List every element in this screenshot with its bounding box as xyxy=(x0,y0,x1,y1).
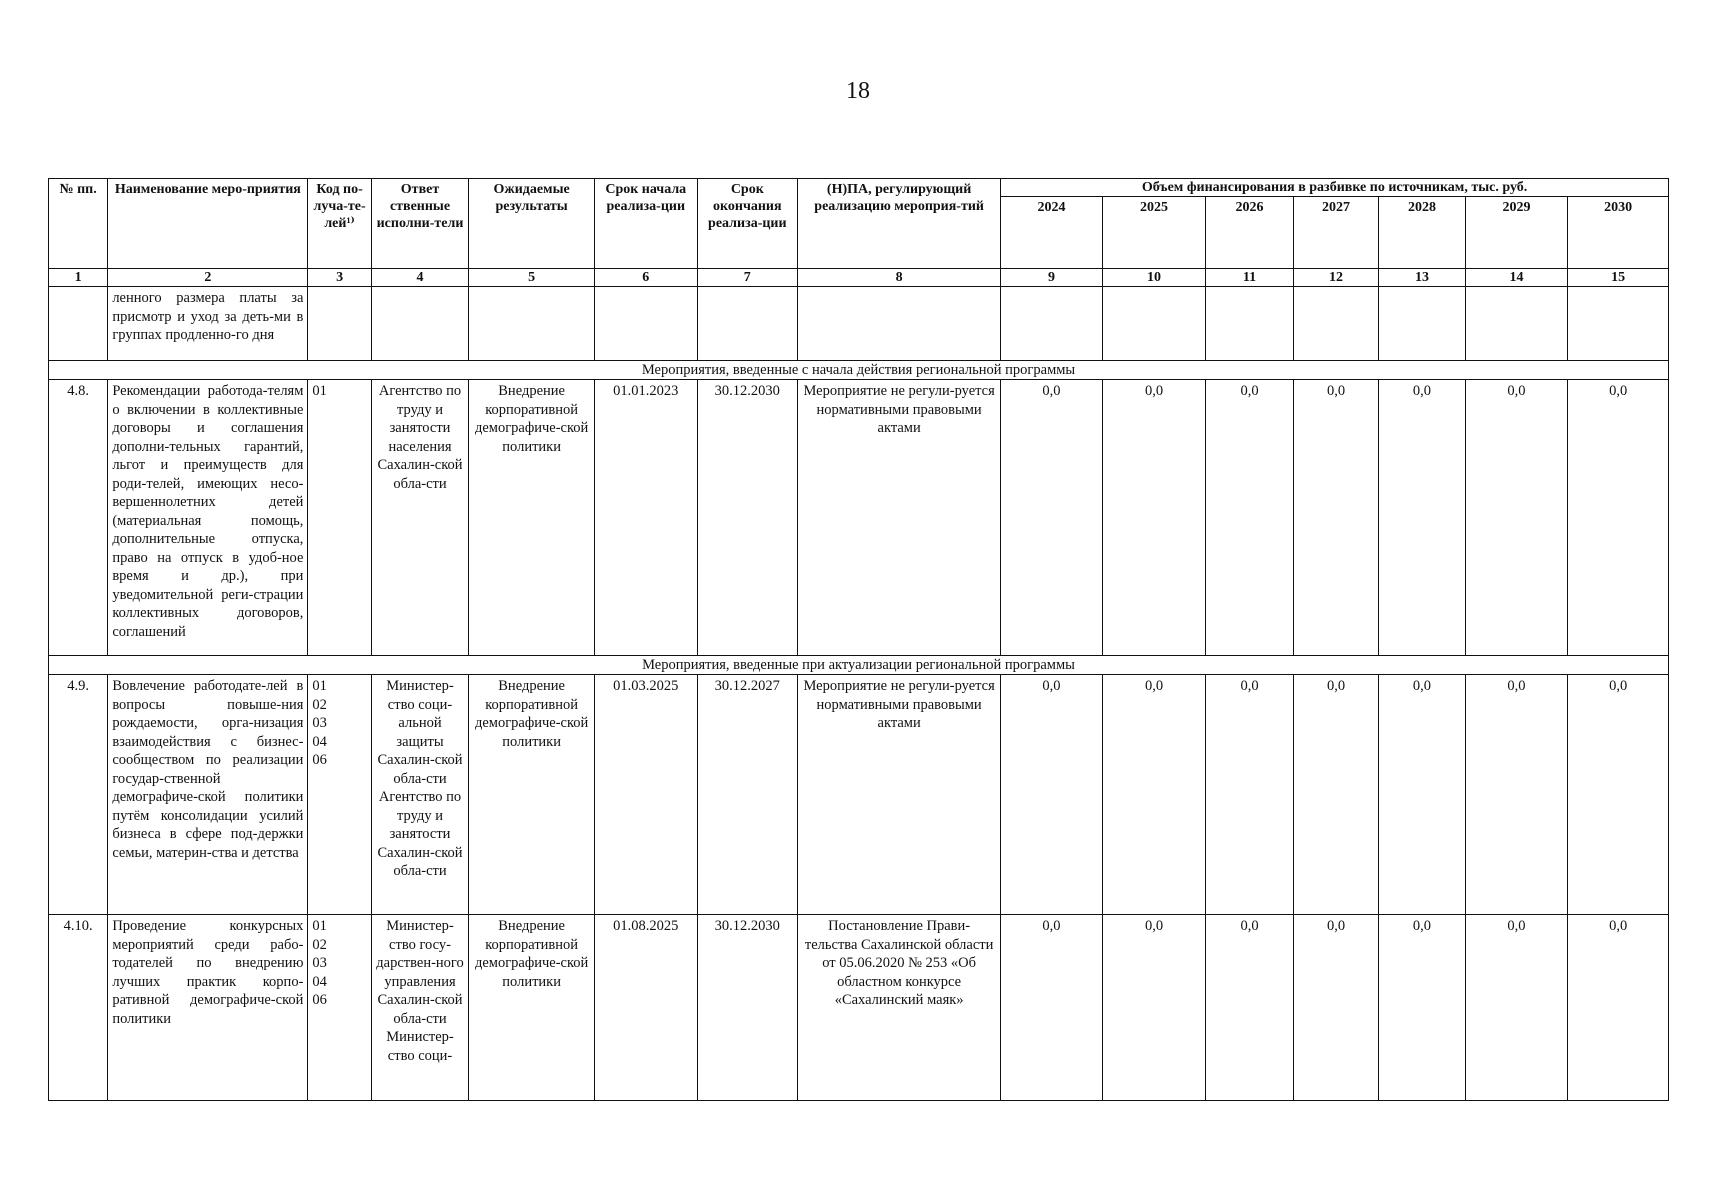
cell-empty xyxy=(798,287,1001,361)
funding-value: 0,0 xyxy=(1293,675,1378,915)
cell-empty xyxy=(697,287,798,361)
funding-value: 0,0 xyxy=(1001,915,1103,1101)
section-row xyxy=(49,361,1669,380)
funding-value: 0,0 xyxy=(1206,915,1293,1101)
row-number: 4.10. xyxy=(49,915,108,1101)
header-year: 2028 xyxy=(1379,197,1465,269)
code-item: 03 xyxy=(312,955,327,971)
funding-value: 0,0 xyxy=(1465,380,1568,656)
header-year: 2029 xyxy=(1465,197,1568,269)
header-year: 2030 xyxy=(1568,197,1669,269)
row-end-date: 30.12.2030 xyxy=(697,915,798,1101)
cell-empty xyxy=(469,287,595,361)
row-start-date: 01.03.2025 xyxy=(594,675,697,915)
row-number: 4.8. xyxy=(49,380,108,656)
funding-value: 0,0 xyxy=(1293,380,1378,656)
column-number: 12 xyxy=(1293,269,1378,287)
table-row xyxy=(49,915,1669,1101)
code-item: 01 xyxy=(312,383,327,399)
column-number: 15 xyxy=(1568,269,1669,287)
row-results: Внедрение корпоративной демографиче-ской политики xyxy=(469,675,595,915)
row-results: Внедрение корпоративной демографиче-ской политики xyxy=(469,380,595,656)
column-number: 4 xyxy=(371,269,469,287)
header-name: Наименование меро-приятия xyxy=(108,179,308,269)
row-end-date: 30.12.2027 xyxy=(697,675,798,915)
row-name: Проведение конкурсных мероприятий среди рабо-тодателей по внедрению лучших практик корпо-ративной демографиче-ской политики xyxy=(108,915,308,1101)
row-name: Рекомендации работода-телям о включении в коллективные договоры и соглашения дополни-тельных гарантий, льгот и преимуществ для роди-телей, имеющих несо-вершеннолетних детей (материальная помощь, дополнительные отпуска, право на отпуск в удоб-ное время и др.), при уведомительной реги-страции коллективных договоров, соглашений xyxy=(108,380,308,656)
column-number: 14 xyxy=(1465,269,1568,287)
code-item: 06 xyxy=(312,992,327,1008)
cell-empty xyxy=(308,287,371,361)
column-number: 10 xyxy=(1102,269,1206,287)
header-row xyxy=(49,179,1669,197)
row-start-date: 01.08.2025 xyxy=(594,915,697,1101)
funding-value: 0,0 xyxy=(1206,380,1293,656)
table-row xyxy=(49,380,1669,656)
column-number: 8 xyxy=(798,269,1001,287)
funding-value: 0,0 xyxy=(1379,915,1465,1101)
cell-empty xyxy=(1465,287,1568,361)
header-num: № пп. xyxy=(49,179,108,269)
code-item: 01 xyxy=(312,918,327,934)
header-npa: (Н)ПА, регулирующий реализацию мероприя-тий xyxy=(798,179,1001,269)
header-results: Ожидаемые результаты xyxy=(469,179,595,269)
section-row xyxy=(49,656,1669,675)
cell-empty xyxy=(1293,287,1378,361)
row-npa: Мероприятие не регули-руется нормативными правовыми актами xyxy=(798,380,1001,656)
funding-value: 0,0 xyxy=(1001,675,1103,915)
page-number: 18 xyxy=(846,78,870,104)
funding-value: 0,0 xyxy=(1465,675,1568,915)
row-number: 4.9. xyxy=(49,675,108,915)
header-start: Срок начала реализа-ции xyxy=(594,179,697,269)
header-code: Код по-луча-те-лей¹⁾ xyxy=(308,179,371,269)
code-item: 01 xyxy=(312,678,327,694)
funding-value: 0,0 xyxy=(1568,675,1669,915)
funding-value: 0,0 xyxy=(1102,675,1206,915)
column-number: 3 xyxy=(308,269,371,287)
row-codes xyxy=(308,675,371,915)
cell-empty xyxy=(1001,287,1103,361)
section-title: Мероприятия, введенные при актуализации региональной программы xyxy=(49,656,1669,675)
code-item: 02 xyxy=(312,696,327,713)
table-row xyxy=(49,675,1669,915)
funding-value: 0,0 xyxy=(1568,915,1669,1101)
column-number: 9 xyxy=(1001,269,1103,287)
funding-value: 0,0 xyxy=(1293,915,1378,1101)
cell-empty xyxy=(1379,287,1465,361)
funding-value: 0,0 xyxy=(1379,380,1465,656)
column-number: 7 xyxy=(697,269,798,287)
row-npa: Мероприятие не регули-руется нормативными правовыми актами xyxy=(798,675,1001,915)
cell-empty xyxy=(1206,287,1293,361)
cell-empty xyxy=(49,287,108,361)
code-item: 04 xyxy=(312,733,327,750)
continuation-row xyxy=(49,287,1669,361)
column-number: 6 xyxy=(594,269,697,287)
header-end: Срок окончания реализа-ции xyxy=(697,179,798,269)
funding-value: 0,0 xyxy=(1206,675,1293,915)
header-year: 2024 xyxy=(1001,197,1103,269)
funding-value: 0,0 xyxy=(1001,380,1103,656)
funding-value: 0,0 xyxy=(1379,675,1465,915)
row-executors: Министер-ство соци-альной защиты Сахалин-ской обла-сти Агентство по труду и занятости Сахалин-ской обла-сти xyxy=(371,675,469,915)
header-year: 2027 xyxy=(1293,197,1378,269)
cell-empty xyxy=(1568,287,1669,361)
cell-empty xyxy=(594,287,697,361)
funding-value: 0,0 xyxy=(1102,915,1206,1101)
column-number: 5 xyxy=(469,269,595,287)
header-exec: Ответ ственные исполни-тели xyxy=(371,179,469,269)
row-codes xyxy=(308,915,371,1101)
cell-empty xyxy=(371,287,469,361)
row-results: Внедрение корпоративной демографиче-ской политики xyxy=(469,915,595,1101)
code-item: 03 xyxy=(312,715,327,731)
row-name: Вовлечение работодате-лей в вопросы повыше-ния рождаемости, орга-низация взаимодействия с бизнес-сообществом по реализации государ-ственной демографиче-ской политики путём консолидации усилий бизнеса в сфере под-держки семьи, материн-ства и детства xyxy=(108,675,308,915)
row-codes xyxy=(308,380,371,656)
funding-value: 0,0 xyxy=(1465,915,1568,1101)
header-funding: Объем финансирования в разбивке по источникам, тыс. руб. xyxy=(1001,179,1669,197)
column-number: 1 xyxy=(49,269,108,287)
funding-value: 0,0 xyxy=(1568,380,1669,656)
cell-empty xyxy=(1102,287,1206,361)
row-npa: Постановление Прави-тельства Сахалинской области от 05.06.2020 № 253 «Об областном конкурсе «Сахалинский маяк» xyxy=(798,915,1001,1101)
row-executors: Министер-ство госу-дарствен-ного управления Сахалин-ской обла-сти Министер-ство соци- xyxy=(371,915,469,1101)
column-number: 13 xyxy=(1379,269,1465,287)
header-year: 2026 xyxy=(1206,197,1293,269)
row-start-date: 01.01.2023 xyxy=(594,380,697,656)
funding-value: 0,0 xyxy=(1102,380,1206,656)
header-year: 2025 xyxy=(1102,197,1206,269)
row-end-date: 30.12.2030 xyxy=(697,380,798,656)
program-table xyxy=(48,178,1669,1101)
continuation-name: ленного размера платы за присмотр и уход за деть-ми в группах продленно-го дня xyxy=(108,287,308,361)
section-title: Мероприятия, введенные с начала действия региональной программы xyxy=(49,361,1669,380)
column-number-row xyxy=(49,269,1669,287)
column-number: 11 xyxy=(1206,269,1293,287)
code-item: 04 xyxy=(312,973,327,990)
code-item: 06 xyxy=(312,752,327,768)
code-item: 02 xyxy=(312,936,327,953)
column-number: 2 xyxy=(108,269,308,287)
row-executors: Агентство по труду и занятости населения Сахалин-ской обла-сти xyxy=(371,380,469,656)
